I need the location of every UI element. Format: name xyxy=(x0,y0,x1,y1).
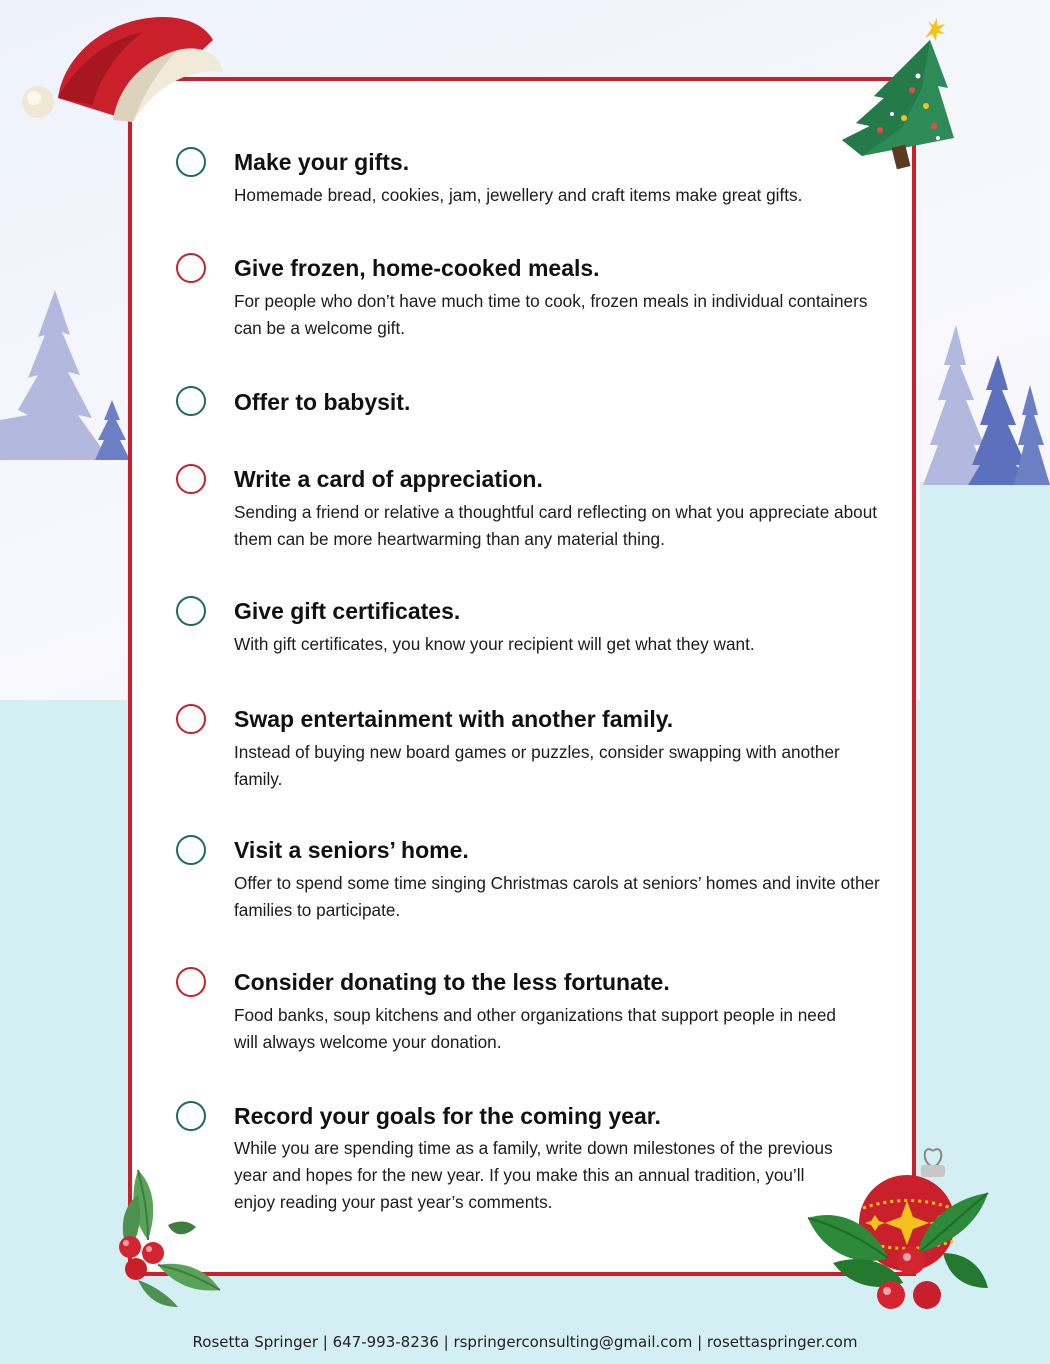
item-title: Offer to babysit. xyxy=(234,389,411,415)
item-description: Offer to spend some time singing Christmas carols at seniors’ homes and invite other families to participate. xyxy=(234,873,880,920)
item-description: While you are spending time as a family, write down milestones of the previous year and hopes for the new year. If you make this an annual tradition, you’ll enjoy reading your past year’s comments. xyxy=(234,1138,833,1212)
item-title: Give gift certificates. xyxy=(234,598,461,624)
item-description: Sending a friend or relative a thoughtful card reflecting on what you appreciate about them can be more heartwarming than any material thing. xyxy=(234,502,878,549)
footer-contact: Rosetta Springer | 647-993-8236 | rspringerconsulting@gmail.com | rosettaspringer.com xyxy=(192,1333,858,1351)
checkbox-circle[interactable] xyxy=(176,147,206,177)
item-title: Visit a seniors’ home. xyxy=(234,837,469,863)
checkbox-circle[interactable] xyxy=(176,464,206,494)
checkbox-circle[interactable] xyxy=(176,835,206,865)
checkbox-circle[interactable] xyxy=(176,1101,206,1131)
checkbox-circle[interactable] xyxy=(176,704,206,734)
checkbox-circle[interactable] xyxy=(176,386,206,416)
snow-ground-right xyxy=(920,482,1050,722)
checkbox-circle[interactable] xyxy=(176,253,206,283)
christmas-tree-icon xyxy=(842,18,954,173)
pine-trees-left xyxy=(0,290,130,480)
holly-icon xyxy=(108,1165,223,1310)
item-description: Food banks, soup kitchens and other organizations that support people in need will always welcome your donation. xyxy=(234,1005,836,1052)
item-title: Make your gifts. xyxy=(234,149,410,175)
checklist-panel xyxy=(128,77,916,1276)
item-title: Consider donating to the less fortunate. xyxy=(234,969,670,995)
ornament-holly-icon xyxy=(803,1143,993,1313)
item-description: With gift certificates, you know your recipient will get what they want. xyxy=(234,634,755,654)
item-title: Record your goals for the coming year. xyxy=(234,1103,661,1129)
item-description: Homemade bread, cookies, jam, jewellery and craft items make great gifts. xyxy=(234,185,803,205)
pine-trees-right xyxy=(918,325,1050,490)
item-description: For people who don’t have much time to cook, frozen meals in individual containers can be a welcome gift. xyxy=(234,291,868,338)
item-title: Write a card of appreciation. xyxy=(234,466,543,492)
item-title: Swap entertainment with another family. xyxy=(234,706,674,732)
checkbox-circle[interactable] xyxy=(176,596,206,626)
item-description: Instead of buying new board games or puzzles, consider swapping with another family. xyxy=(234,742,840,789)
santa-hat-icon xyxy=(18,10,228,130)
checkbox-circle[interactable] xyxy=(176,967,206,997)
item-title: Give frozen, home-cooked meals. xyxy=(234,255,600,281)
